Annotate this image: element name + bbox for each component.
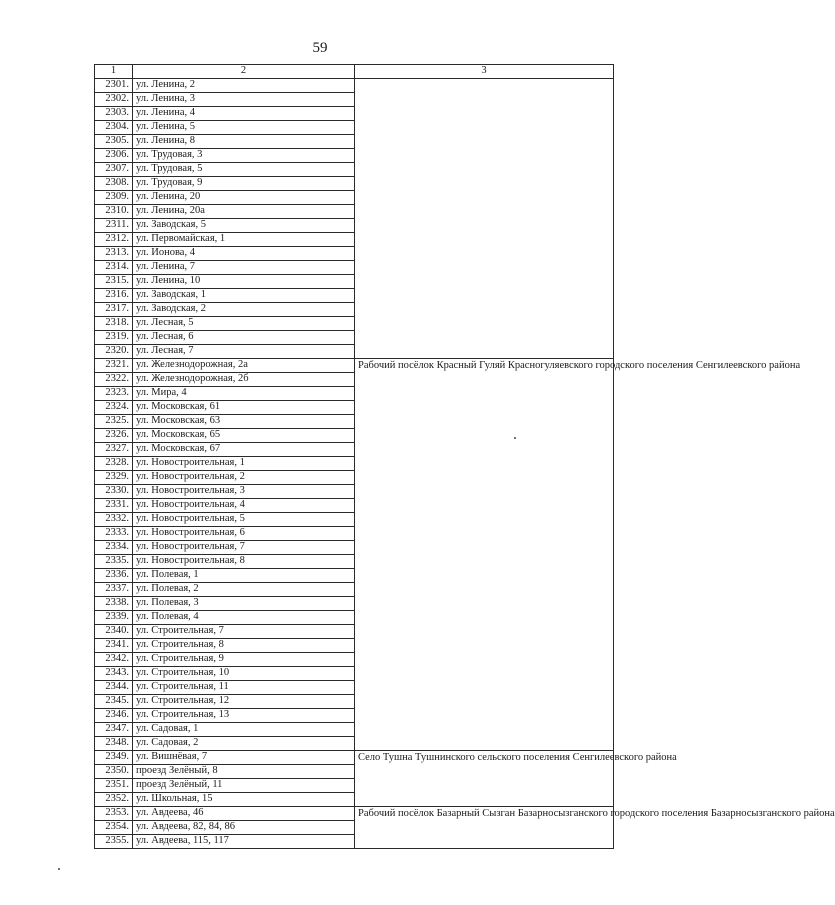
column-header-settlement: 3 xyxy=(355,65,614,79)
row-address: ул. Заводская, 2 xyxy=(133,303,355,317)
row-number: 2325. xyxy=(95,415,133,429)
row-address: ул. Полевая, 2 xyxy=(133,583,355,597)
row-number: 2351. xyxy=(95,779,133,793)
row-number: 2307. xyxy=(95,163,133,177)
table-header-row xyxy=(95,65,614,79)
row-address: ул. Мира, 4 xyxy=(133,387,355,401)
row-address: ул. Авдеева, 115, 117 xyxy=(133,835,355,849)
row-number: 2338. xyxy=(95,597,133,611)
row-number: 2323. xyxy=(95,387,133,401)
row-address: ул. Ленина, 7 xyxy=(133,261,355,275)
row-number: 2344. xyxy=(95,681,133,695)
row-address: ул. Первомайская, 1 xyxy=(133,233,355,247)
row-address: ул. Ленина, 3 xyxy=(133,93,355,107)
row-number: 2339. xyxy=(95,611,133,625)
row-address: ул. Новостроительная, 3 xyxy=(133,485,355,499)
row-number: 2347. xyxy=(95,723,133,737)
row-address: ул. Лесная, 5 xyxy=(133,317,355,331)
row-address: проезд Зелёный, 8 xyxy=(133,765,355,779)
row-number: 2314. xyxy=(95,261,133,275)
row-address: ул. Новостроительная, 1 xyxy=(133,457,355,471)
row-address: ул. Заводская, 5 xyxy=(133,219,355,233)
row-address: ул. Строительная, 10 xyxy=(133,667,355,681)
row-address: ул. Ленина, 20 xyxy=(133,191,355,205)
row-address: ул. Московская, 65 xyxy=(133,429,355,443)
row-number: 2301. xyxy=(95,79,133,93)
row-number: 2355. xyxy=(95,835,133,849)
settlement-cell: Село Тушна Тушнинского сельского поселения Сенгилеевского района xyxy=(355,751,614,807)
row-number: 2334. xyxy=(95,541,133,555)
row-number: 2324. xyxy=(95,401,133,415)
row-number: 2327. xyxy=(95,443,133,457)
row-number: 2313. xyxy=(95,247,133,261)
row-number: 2342. xyxy=(95,653,133,667)
row-address: ул. Строительная, 8 xyxy=(133,639,355,653)
row-address: ул. Школьная, 15 xyxy=(133,793,355,807)
row-number: 2326. xyxy=(95,429,133,443)
row-number: 2319. xyxy=(95,331,133,345)
row-number: 2318. xyxy=(95,317,133,331)
row-number: 2308. xyxy=(95,177,133,191)
row-number: 2328. xyxy=(95,457,133,471)
page-number: 59 xyxy=(312,40,328,56)
row-number: 2329. xyxy=(95,471,133,485)
row-address: ул. Ленина, 4 xyxy=(133,107,355,121)
row-address: ул. Полевая, 1 xyxy=(133,569,355,583)
row-address: ул. Строительная, 9 xyxy=(133,653,355,667)
row-number: 2335. xyxy=(95,555,133,569)
row-address: ул. Садовая, 2 xyxy=(133,737,355,751)
row-address: ул. Авдеева, 82, 84, 86 xyxy=(133,821,355,835)
column-header-address: 2 xyxy=(133,65,355,79)
row-address: ул. Ленина, 10 xyxy=(133,275,355,289)
row-address: ул. Ленина, 5 xyxy=(133,121,355,135)
row-number: 2303. xyxy=(95,107,133,121)
row-address: ул. Трудовая, 9 xyxy=(133,177,355,191)
scan-speck xyxy=(58,868,60,870)
row-address: ул. Новостроительная, 2 xyxy=(133,471,355,485)
row-number: 2336. xyxy=(95,569,133,583)
settlement-cell xyxy=(355,79,614,359)
row-number: 2317. xyxy=(95,303,133,317)
row-number: 2304. xyxy=(95,121,133,135)
row-number: 2311. xyxy=(95,219,133,233)
row-address: проезд Зелёный, 11 xyxy=(133,779,355,793)
table-body xyxy=(95,79,835,849)
row-number: 2315. xyxy=(95,275,133,289)
settlement-cell: Рабочий посёлок Красный Гуляй Красногуляевского городского поселения Сенгилеевского района xyxy=(355,359,614,751)
column-header-number: 1 xyxy=(95,65,133,79)
row-number: 2316. xyxy=(95,289,133,303)
scan-speck xyxy=(514,437,516,439)
row-number: 2345. xyxy=(95,695,133,709)
row-address: ул. Железнодорожная, 2а xyxy=(133,359,355,373)
row-address: ул. Московская, 63 xyxy=(133,415,355,429)
table-row xyxy=(95,79,614,93)
row-number: 2309. xyxy=(95,191,133,205)
row-number: 2322. xyxy=(95,373,133,387)
row-address: ул. Московская, 61 xyxy=(133,401,355,415)
row-number: 2343. xyxy=(95,667,133,681)
row-address: ул. Трудовая, 3 xyxy=(133,149,355,163)
table-row xyxy=(95,751,614,765)
row-address: ул. Ионова, 4 xyxy=(133,247,355,261)
row-address: ул. Вишнёвая, 7 xyxy=(133,751,355,765)
row-number: 2337. xyxy=(95,583,133,597)
row-address: ул. Строительная, 13 xyxy=(133,709,355,723)
row-address: ул. Полевая, 4 xyxy=(133,611,355,625)
row-number: 2306. xyxy=(95,149,133,163)
row-number: 2349. xyxy=(95,751,133,765)
address-registry-table xyxy=(94,64,835,849)
row-number: 2331. xyxy=(95,499,133,513)
row-address: ул. Строительная, 12 xyxy=(133,695,355,709)
row-number: 2312. xyxy=(95,233,133,247)
row-number: 2320. xyxy=(95,345,133,359)
row-address: ул. Новостроительная, 4 xyxy=(133,499,355,513)
row-address: ул. Строительная, 11 xyxy=(133,681,355,695)
row-address: ул. Лесная, 6 xyxy=(133,331,355,345)
row-address: ул. Лесная, 7 xyxy=(133,345,355,359)
row-address: ул. Новостроительная, 5 xyxy=(133,513,355,527)
row-address: ул. Московская, 67 xyxy=(133,443,355,457)
row-number: 2310. xyxy=(95,205,133,219)
row-number: 2352. xyxy=(95,793,133,807)
row-number: 2330. xyxy=(95,485,133,499)
row-number: 2333. xyxy=(95,527,133,541)
row-address: ул. Авдеева, 46 xyxy=(133,807,355,821)
row-address: ул. Строительная, 7 xyxy=(133,625,355,639)
row-address: ул. Садовая, 1 xyxy=(133,723,355,737)
row-number: 2321. xyxy=(95,359,133,373)
table-row xyxy=(95,359,614,373)
row-address: ул. Новостроительная, 8 xyxy=(133,555,355,569)
row-number: 2354. xyxy=(95,821,133,835)
row-number: 2341. xyxy=(95,639,133,653)
row-address: ул. Ленина, 8 xyxy=(133,135,355,149)
row-number: 2350. xyxy=(95,765,133,779)
row-address: ул. Трудовая, 5 xyxy=(133,163,355,177)
row-number: 2305. xyxy=(95,135,133,149)
row-address: ул. Ленина, 20а xyxy=(133,205,355,219)
row-address: ул. Ленина, 2 xyxy=(133,79,355,93)
row-address: ул. Полевая, 3 xyxy=(133,597,355,611)
row-number: 2302. xyxy=(95,93,133,107)
table-row xyxy=(95,807,614,821)
row-number: 2332. xyxy=(95,513,133,527)
row-number: 2340. xyxy=(95,625,133,639)
row-number: 2353. xyxy=(95,807,133,821)
row-number: 2348. xyxy=(95,737,133,751)
row-address: ул. Железнодорожная, 2б xyxy=(133,373,355,387)
settlement-cell: Рабочий посёлок Базарный Сызган Базарносызганского городского поселения Базарносызганского района xyxy=(355,807,614,849)
row-address: ул. Новостроительная, 6 xyxy=(133,527,355,541)
row-address: ул. Новостроительная, 7 xyxy=(133,541,355,555)
row-address: ул. Заводская, 1 xyxy=(133,289,355,303)
row-number: 2346. xyxy=(95,709,133,723)
